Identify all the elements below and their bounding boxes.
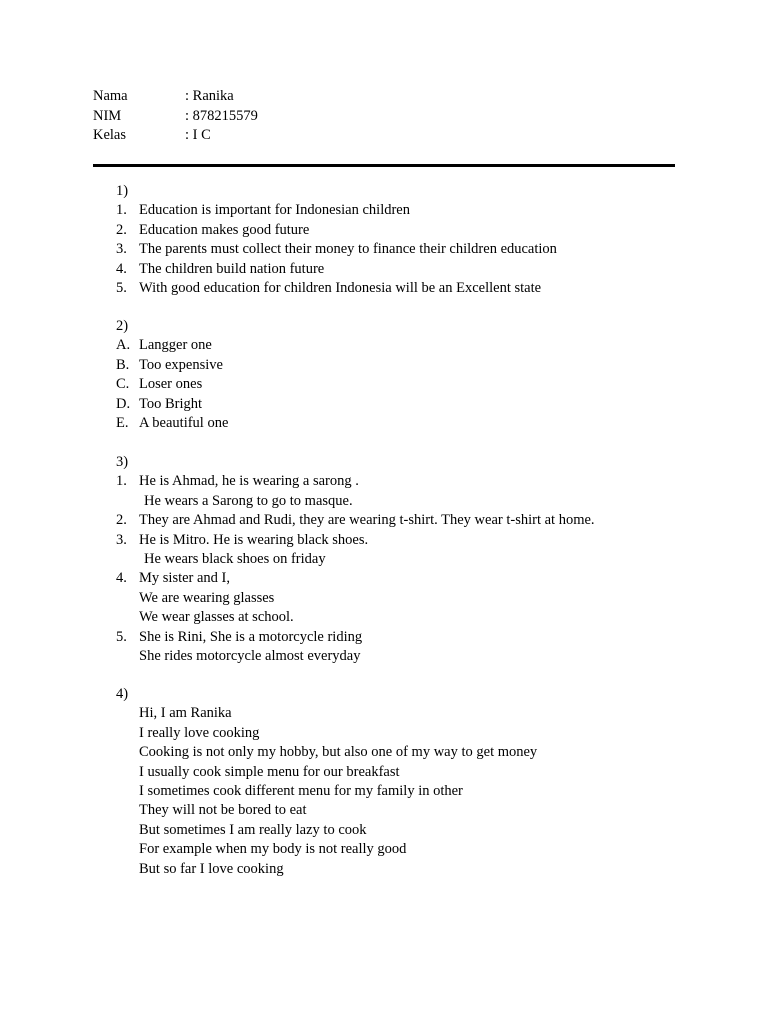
paragraph-line: I really love cooking	[139, 724, 260, 741]
item-letter: D.	[116, 395, 131, 412]
item-text: With good education for children Indonesia will be an Excellent state	[139, 279, 542, 296]
item-number: 1.	[116, 202, 127, 219]
item-text: He wears black shoes on friday	[144, 550, 326, 567]
item-text: My sister and I,	[139, 570, 231, 587]
item-number: 2.	[116, 512, 127, 529]
paragraph-line: Hi, I am Ranika	[139, 705, 232, 722]
list-item	[116, 260, 557, 279]
item-number: 4.	[116, 570, 127, 587]
list-item	[116, 511, 595, 530]
paragraph-line: But sometimes I am really lazy to cook	[139, 821, 367, 838]
item-number: 4.	[116, 260, 127, 277]
list-item	[116, 569, 595, 627]
section-3	[116, 453, 595, 666]
section-2-title: 2)	[116, 318, 129, 334]
item-text: Langger one	[139, 337, 212, 354]
header-divider	[93, 164, 675, 167]
section-1-title: 1)	[116, 183, 129, 199]
nama-row	[93, 87, 258, 107]
paragraph-line: I usually cook simple menu for our breakfast	[139, 763, 400, 780]
section-4	[116, 685, 537, 879]
item-number: 3.	[116, 241, 127, 258]
item-text: Too Bright	[139, 395, 203, 412]
item-number: 5.	[116, 628, 127, 645]
item-text: A beautiful one	[139, 414, 229, 431]
list-item	[116, 375, 228, 394]
student-info-header	[93, 87, 258, 146]
list-item	[116, 414, 228, 433]
item-text: Too expensive	[139, 356, 223, 373]
section-3-title: 3)	[116, 454, 129, 470]
item-number: 5.	[116, 279, 127, 296]
item-text: They are Ahmad and Rudi, they are wearing t-shirt. They wear t-shirt at home.	[139, 512, 595, 529]
paragraph-line: They will not be bored to eat	[139, 802, 307, 819]
list-item	[116, 279, 557, 298]
item-text: The parents must collect their money to finance their children education	[139, 241, 557, 258]
item-text: We are wearing glasses	[139, 589, 275, 606]
item-text: The children build nation future	[139, 260, 325, 277]
nim-label: NIM	[93, 107, 122, 124]
kelas-row	[93, 126, 258, 146]
paragraph-line: For example when my body is not really good	[139, 841, 407, 858]
kelas-label: Kelas	[93, 127, 127, 143]
list-item	[116, 336, 228, 355]
item-letter: C.	[116, 376, 130, 393]
item-letter: A.	[116, 337, 131, 354]
item-text: She rides motorcycle almost everyday	[139, 647, 361, 664]
item-text: Education makes good future	[139, 221, 310, 238]
item-text: She is Rini, She is a motorcycle riding	[139, 628, 363, 645]
item-number: 1.	[116, 473, 127, 490]
item-text: Education is important for Indonesian children	[139, 202, 410, 219]
item-letter: B.	[116, 356, 130, 373]
nama-label: Nama	[93, 88, 128, 104]
item-text: He wears a Sarong to go to masque.	[144, 492, 353, 509]
paragraph-line: I sometimes cook different menu for my family in other	[139, 782, 463, 799]
list-item	[116, 531, 595, 570]
item-number: 2.	[116, 221, 127, 238]
paragraph-line: Cooking is not only my hobby, but also one of my way to get money	[139, 744, 538, 761]
list-item	[116, 472, 595, 511]
list-item	[116, 201, 557, 220]
nim-row	[93, 107, 258, 127]
item-text: He is Mitro. He is wearing black shoes.	[139, 531, 369, 548]
section-2	[116, 317, 228, 433]
item-letter: E.	[116, 414, 129, 431]
kelas-value: : I C	[185, 127, 211, 143]
list-item	[116, 240, 557, 259]
list-item	[116, 221, 557, 240]
nim-value: : 878215579	[185, 107, 258, 124]
item-text: We wear glasses at school.	[139, 609, 294, 626]
item-text: He is Ahmad, he is wearing a sarong .	[139, 473, 359, 490]
section-4-title: 4)	[116, 686, 129, 702]
nama-value: : Ranika	[185, 88, 234, 104]
paragraph-line: But so far I love cooking	[139, 860, 284, 877]
item-number: 3.	[116, 531, 127, 548]
item-text: Loser ones	[139, 376, 203, 393]
list-item	[116, 395, 228, 414]
section-1	[116, 182, 557, 298]
list-item	[116, 356, 228, 375]
list-item	[116, 628, 595, 667]
